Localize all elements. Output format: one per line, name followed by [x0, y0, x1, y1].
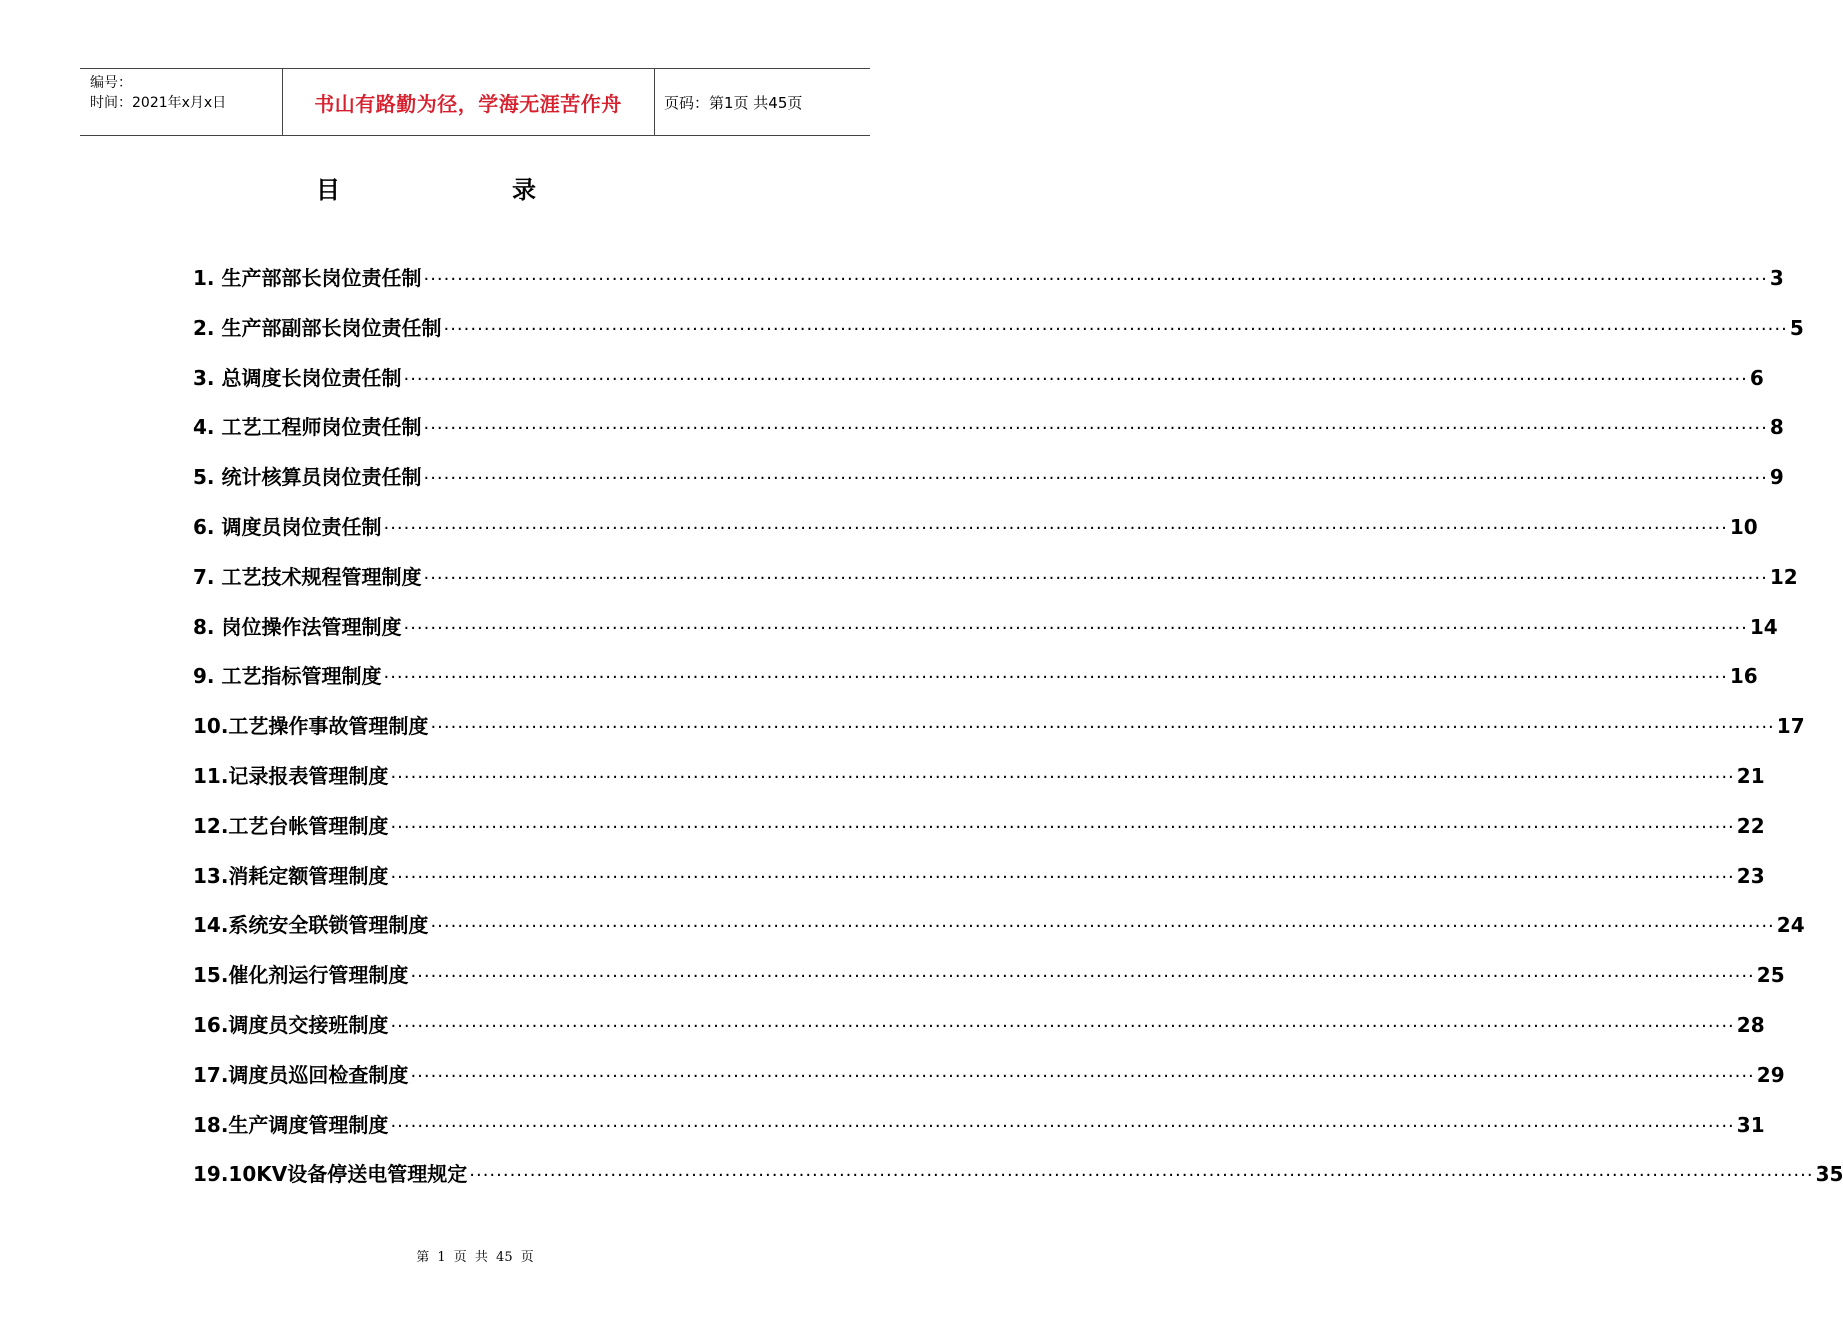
toc-leader-dots: ········································································································································································································ — [390, 766, 1735, 788]
toc-leader-dots: ········································································································································································································ — [390, 1115, 1735, 1137]
toc-entry-page: 25 — [1756, 963, 1785, 988]
toc-entry-page: 6 — [1749, 365, 1764, 390]
toc-entry-label: 7. 工艺技术规程管理制度 — [193, 564, 422, 589]
toc-entry-page: 12 — [1769, 564, 1798, 589]
table-of-contents — [193, 262, 1843, 1208]
toc-entry-page: 28 — [1736, 1012, 1765, 1037]
toc-entry[interactable] — [193, 461, 1784, 511]
toc-entry[interactable] — [193, 1158, 1843, 1208]
page-title — [316, 170, 536, 205]
toc-entry-label: 6. 调度员岗位责任制 — [193, 514, 382, 539]
toc-leader-dots: ········································································································································································································ — [443, 318, 1788, 340]
page-header — [80, 68, 870, 136]
toc-entry-label: 9. 工艺指标管理制度 — [193, 664, 382, 689]
header-divider — [654, 69, 655, 135]
toc-entry[interactable] — [193, 660, 1758, 710]
toc-entry[interactable] — [193, 860, 1765, 910]
toc-entry[interactable] — [193, 561, 1798, 611]
header-motto: 书山有路勤为径，学海无涯苦作舟 — [314, 91, 622, 116]
toc-entry-page: 14 — [1749, 614, 1778, 639]
toc-leader-dots: ········································································································································································································ — [430, 717, 1775, 739]
toc-entry-label: 18.生产调度管理制度 — [193, 1112, 389, 1137]
toc-entry[interactable] — [193, 611, 1778, 661]
toc-entry-page: 29 — [1756, 1062, 1785, 1087]
toc-entry[interactable] — [193, 810, 1765, 860]
toc-entry[interactable] — [193, 959, 1785, 1009]
toc-entry-page: 35 — [1815, 1162, 1843, 1187]
toc-leader-dots: ········································································································································································································ — [410, 1065, 1755, 1087]
header-meta — [90, 73, 226, 113]
time-label: 时间：2021年x月x日 — [90, 95, 227, 111]
toc-leader-dots: ········································································································································································································ — [423, 418, 1768, 440]
toc-entry[interactable] — [193, 1009, 1765, 1059]
toc-entry-label: 3. 总调度长岗位责任制 — [193, 365, 402, 390]
toc-entry-page: 3 — [1769, 266, 1784, 290]
toc-entry-label: 10.工艺操作事故管理制度 — [193, 714, 429, 739]
toc-entry-page: 8 — [1769, 415, 1784, 440]
toc-leader-dots: ········································································································································································································ — [390, 1015, 1735, 1037]
toc-entry-page: 10 — [1729, 514, 1758, 539]
toc-entry-label: 1. 生产部部长岗位责任制 — [193, 266, 422, 290]
toc-leader-dots: ········································································································································································································ — [423, 468, 1768, 490]
toc-entry-page: 22 — [1736, 813, 1765, 838]
toc-entry-label: 2. 生产部副部长岗位责任制 — [193, 315, 442, 340]
toc-leader-dots: ········································································································································································································ — [410, 966, 1755, 988]
toc-entry[interactable] — [193, 1059, 1785, 1109]
toc-entry[interactable] — [193, 362, 1764, 412]
toc-entry-page: 23 — [1736, 863, 1765, 888]
toc-entry[interactable] — [193, 760, 1765, 810]
toc-entry-label: 16.调度员交接班制度 — [193, 1012, 389, 1037]
toc-entry-page: 21 — [1736, 763, 1765, 788]
toc-entry-page: 5 — [1789, 315, 1804, 340]
toc-entry-label: 15.催化剂运行管理制度 — [193, 963, 409, 988]
toc-entry[interactable] — [193, 411, 1784, 461]
toc-entry-label: 14.系统安全联锁管理制度 — [193, 913, 429, 938]
toc-entry-label: 4. 工艺工程师岗位责任制 — [193, 415, 422, 440]
toc-entry[interactable] — [193, 262, 1784, 312]
title-char: 目 — [316, 176, 340, 204]
title-char: 录 — [512, 176, 536, 204]
toc-leader-dots: ········································································································································································································ — [390, 816, 1735, 838]
toc-leader-dots: ········································································································································································································ — [383, 667, 1728, 689]
toc-leader-dots: ········································································································································································································ — [469, 1165, 1814, 1187]
toc-leader-dots: ········································································································································································································ — [423, 269, 1768, 290]
toc-entry[interactable] — [193, 710, 1805, 760]
toc-entry-page: 16 — [1729, 664, 1758, 689]
toc-leader-dots: ········································································································································································································ — [390, 866, 1735, 888]
number-label: 编号： — [90, 75, 132, 91]
toc-entry[interactable] — [193, 1109, 1765, 1159]
toc-entry-page: 24 — [1776, 913, 1805, 938]
page-footer: 第 1 页 共 45 页 — [416, 1250, 534, 1265]
toc-leader-dots: ········································································································································································································ — [383, 517, 1728, 539]
toc-entry-page: 31 — [1736, 1112, 1765, 1137]
toc-leader-dots: ········································································································································································································ — [423, 567, 1768, 589]
toc-entry-label: 8. 岗位操作法管理制度 — [193, 614, 402, 639]
toc-leader-dots: ········································································································································································································ — [430, 916, 1775, 938]
toc-entry-label: 13.消耗定额管理制度 — [193, 863, 389, 888]
toc-entry-label: 19.10KV设备停送电管理规定 — [193, 1162, 468, 1187]
toc-leader-dots: ········································································································································································································ — [403, 368, 1748, 390]
toc-entry-page: 9 — [1769, 465, 1784, 490]
toc-entry-label: 11.记录报表管理制度 — [193, 763, 389, 788]
toc-entry[interactable] — [193, 312, 1804, 362]
toc-entry-label: 12.工艺台帐管理制度 — [193, 813, 389, 838]
toc-entry[interactable] — [193, 909, 1805, 959]
header-page-info: 页码：第1页 共45页 — [664, 93, 803, 112]
toc-entry-label: 5. 统计核算员岗位责任制 — [193, 465, 422, 490]
toc-entry-label: 17.调度员巡回检查制度 — [193, 1062, 409, 1087]
toc-entry-page: 17 — [1776, 714, 1805, 739]
toc-entry[interactable] — [193, 511, 1758, 561]
toc-leader-dots: ········································································································································································································ — [403, 617, 1748, 639]
